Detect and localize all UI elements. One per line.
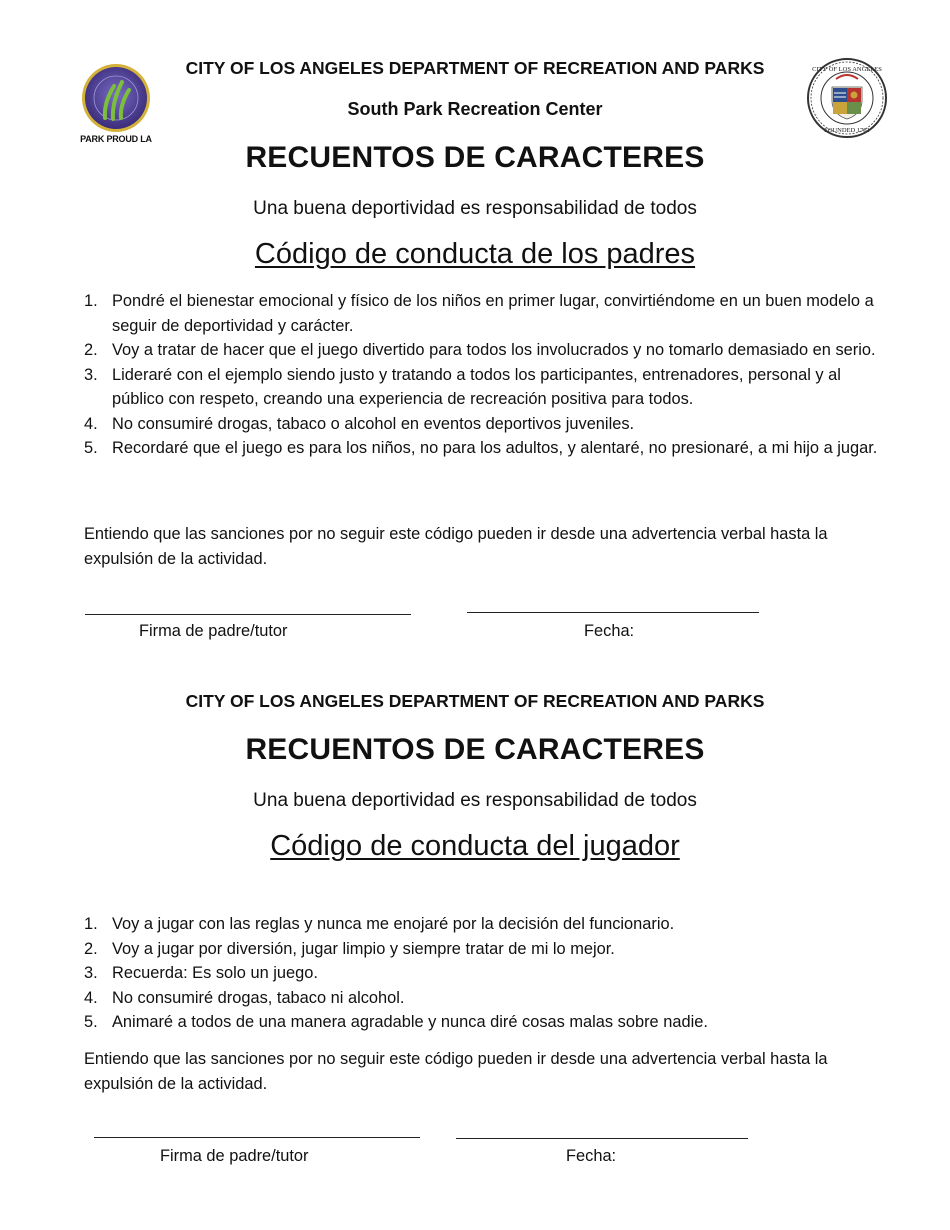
parents-rules-list <box>84 289 884 461</box>
rule-text: Voy a tratar de hacer que el juego divertido para todos los involucrados y no tomarlo demasiado en serio. <box>112 341 876 359</box>
players-date-line[interactable] <box>456 1138 748 1139</box>
rule-text: Lideraré con el ejemplo siendo justo y tratando a todos los participantes, entrenadores, personal y al público con respeto, creando una experiencia de recreación positiva para todos. <box>112 365 841 408</box>
rule-number: 3. <box>84 365 98 384</box>
rule-number: 2. <box>84 341 98 359</box>
rule-text: No consumiré drogas, tabaco ni alcohol. <box>112 988 405 1007</box>
rule-number: 5. <box>84 1013 98 1031</box>
parents-signature-label: Firma de padre/tutor <box>139 622 288 640</box>
players-rules-list <box>84 912 884 1035</box>
list-item <box>84 961 884 986</box>
list-item <box>84 412 884 437</box>
rule-text: Recuerda: Es solo un juego. <box>112 964 318 982</box>
players-code-title: Código de conducta del jugador <box>270 830 680 862</box>
players-department-heading: CITY OF LOS ANGELES DEPARTMENT OF RECREATION AND PARKS <box>185 691 765 711</box>
department-heading: CITY OF LOS ANGELES DEPARTMENT OF RECREATION AND PARKS <box>185 58 765 78</box>
parents-code-title: Código de conducta de los padres <box>254 238 696 270</box>
rule-text: No consumiré drogas, tabaco o alcohol en eventos deportivos juveniles. <box>112 414 635 433</box>
svg-text:FOUNDED 1781: FOUNDED 1781 <box>824 127 870 134</box>
rule-number: 3. <box>84 964 98 982</box>
list-item <box>84 937 884 962</box>
rule-text: Recordaré que el juego es para los niños, no para los adultos, y alentaré, no presionaré, a mi hijo a jugar. <box>112 439 878 457</box>
players-title: RECUENTOS DE CARACTERES <box>245 733 705 766</box>
players-signature-line[interactable] <box>94 1137 420 1138</box>
parents-signature-line[interactable] <box>85 614 411 615</box>
rule-number: 1. <box>84 915 98 933</box>
rule-text: Voy a jugar con las reglas y nunca me enojaré por la decisión del funcionario. <box>112 915 675 933</box>
list-item <box>84 986 884 1011</box>
rule-text: Pondré el bienestar emocional y físico de los niños en primer lugar, convirtiéndome en un buen modelo a seguir de deportividad y carácter. <box>112 292 874 335</box>
rule-number: 2. <box>84 939 98 958</box>
parents-date-label: Fecha: <box>584 622 635 640</box>
parents-agreement: Entiendo que las sanciones por no seguir este código pueden ir desde una advertencia verbal hasta la expulsión de la actividad. <box>84 525 828 568</box>
list-item <box>84 289 884 338</box>
rule-number: 1. <box>84 292 98 310</box>
players-signature-label: Firma de padre/tutor <box>160 1147 309 1165</box>
list-item <box>84 912 884 937</box>
parents-date-line[interactable] <box>467 612 759 613</box>
list-item <box>84 363 884 412</box>
list-item <box>84 338 884 363</box>
rule-number: 4. <box>84 988 98 1007</box>
players-agreement: Entiendo que las sanciones por no seguir este código pueden ir desde una advertencia verbal hasta la expulsión de la actividad. <box>84 1050 828 1093</box>
rule-text: Animaré a todos de una manera agradable y nunca diré cosas malas sobre nadie. <box>112 1013 708 1031</box>
rule-number: 5. <box>84 439 98 457</box>
list-item <box>84 1010 884 1035</box>
parents-title: RECUENTOS DE CARACTERES <box>245 141 705 174</box>
parents-slogan: Una buena deportividad es responsabilidad de todos <box>253 198 697 219</box>
list-item <box>84 436 884 461</box>
rule-number: 4. <box>84 414 98 433</box>
center-name: South Park Recreation Center <box>347 99 603 119</box>
svg-text:CITY OF LOS ANGELES: CITY OF LOS ANGELES <box>812 66 882 73</box>
rap-caption: PARK PROUD LA <box>80 134 152 144</box>
rule-text: Voy a jugar por diversión, jugar limpio y siempre tratar de mi lo mejor. <box>112 939 615 958</box>
players-slogan: Una buena deportividad es responsabilidad de todos <box>253 790 697 811</box>
players-date-label: Fecha: <box>566 1147 617 1165</box>
